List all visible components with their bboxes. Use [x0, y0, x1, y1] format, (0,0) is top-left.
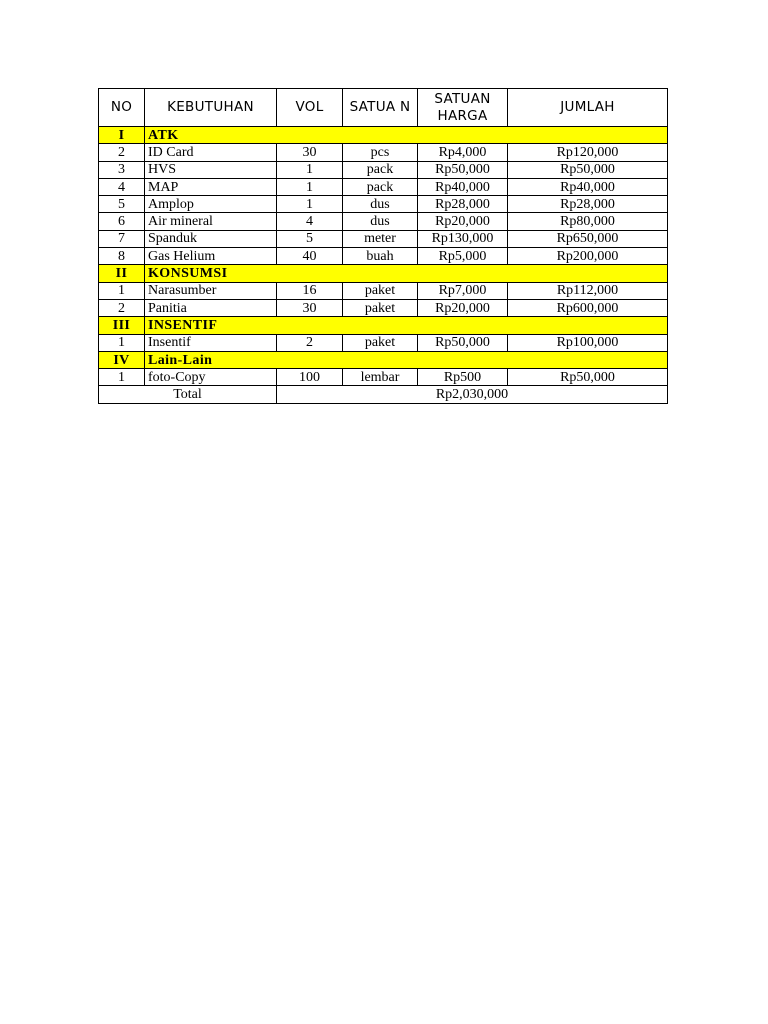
header-vol: VOL — [277, 89, 343, 127]
total-label: Total — [99, 386, 277, 403]
cell-no: 2 — [99, 299, 145, 316]
section-number: III — [99, 317, 145, 334]
section-title: ATK — [145, 127, 668, 144]
table-header — [99, 89, 668, 127]
table-row — [99, 334, 668, 351]
cell-unit: pack — [343, 178, 418, 195]
cell-total: Rp80,000 — [508, 213, 668, 230]
cell-price: Rp40,000 — [418, 178, 508, 195]
cell-vol: 1 — [277, 196, 343, 213]
cell-item: Gas Helium — [145, 248, 277, 265]
cell-vol: 5 — [277, 230, 343, 247]
cell-no: 1 — [99, 282, 145, 299]
cell-item: Insentif — [145, 334, 277, 351]
table-row — [99, 196, 668, 213]
header-jumlah: JUMLAH — [508, 89, 668, 127]
section-title: INSENTIF — [145, 317, 668, 334]
section-row — [99, 265, 668, 282]
table-row — [99, 248, 668, 265]
cell-price: Rp130,000 — [418, 230, 508, 247]
cell-item: Narasumber — [145, 282, 277, 299]
cell-total: Rp120,000 — [508, 144, 668, 161]
cell-total: Rp50,000 — [508, 369, 668, 386]
table-row — [99, 230, 668, 247]
section-row — [99, 127, 668, 144]
cell-unit: lembar — [343, 369, 418, 386]
table-row — [99, 299, 668, 316]
cell-vol: 1 — [277, 178, 343, 195]
cell-price: Rp4,000 — [418, 144, 508, 161]
cell-price: Rp20,000 — [418, 213, 508, 230]
cell-vol: 100 — [277, 369, 343, 386]
cell-unit: meter — [343, 230, 418, 247]
section-number: II — [99, 265, 145, 282]
cell-vol: 30 — [277, 299, 343, 316]
cell-item: Air mineral — [145, 213, 277, 230]
cell-item: ID Card — [145, 144, 277, 161]
cell-item: Panitia — [145, 299, 277, 316]
cell-unit: buah — [343, 248, 418, 265]
cell-price: Rp5,000 — [418, 248, 508, 265]
cell-total: Rp28,000 — [508, 196, 668, 213]
cell-no: 5 — [99, 196, 145, 213]
table-row — [99, 282, 668, 299]
cell-vol: 40 — [277, 248, 343, 265]
header-satuan-harga: SATUAN HARGA — [418, 89, 508, 127]
cell-price: Rp50,000 — [418, 334, 508, 351]
cell-unit: pack — [343, 161, 418, 178]
cell-vol: 16 — [277, 282, 343, 299]
section-title: Lain-Lain — [145, 351, 668, 368]
section-title: KONSUMSI — [145, 265, 668, 282]
header-row — [99, 89, 668, 127]
cell-unit: dus — [343, 196, 418, 213]
table-body — [99, 127, 668, 386]
cell-total: Rp50,000 — [508, 161, 668, 178]
table-row — [99, 178, 668, 195]
cell-vol: 4 — [277, 213, 343, 230]
cell-price: Rp500 — [418, 369, 508, 386]
cell-no: 1 — [99, 369, 145, 386]
cell-unit: pcs — [343, 144, 418, 161]
cell-item: Spanduk — [145, 230, 277, 247]
cell-total: Rp100,000 — [508, 334, 668, 351]
cell-unit: paket — [343, 299, 418, 316]
section-row — [99, 317, 668, 334]
cell-total: Rp112,000 — [508, 282, 668, 299]
cell-unit: dus — [343, 213, 418, 230]
cell-price: Rp28,000 — [418, 196, 508, 213]
cell-no: 1 — [99, 334, 145, 351]
total-row — [99, 386, 668, 403]
section-row — [99, 351, 668, 368]
table-row — [99, 213, 668, 230]
cell-total: Rp650,000 — [508, 230, 668, 247]
budget-table — [98, 88, 668, 404]
header-kebutuhan: KEBUTUHAN — [145, 89, 277, 127]
section-number: IV — [99, 351, 145, 368]
cell-no: 2 — [99, 144, 145, 161]
cell-no: 6 — [99, 213, 145, 230]
table-row — [99, 144, 668, 161]
cell-item: HVS — [145, 161, 277, 178]
table-row — [99, 161, 668, 178]
cell-vol: 1 — [277, 161, 343, 178]
cell-no: 4 — [99, 178, 145, 195]
table-footer — [99, 386, 668, 403]
cell-no: 8 — [99, 248, 145, 265]
header-no: NO — [99, 89, 145, 127]
header-satuan: SATUA N — [343, 89, 418, 127]
cell-no: 7 — [99, 230, 145, 247]
cell-item: MAP — [145, 178, 277, 195]
cell-no: 3 — [99, 161, 145, 178]
cell-price: Rp7,000 — [418, 282, 508, 299]
cell-price: Rp50,000 — [418, 161, 508, 178]
cell-vol: 30 — [277, 144, 343, 161]
cell-price: Rp20,000 — [418, 299, 508, 316]
cell-unit: paket — [343, 282, 418, 299]
cell-item: foto-Copy — [145, 369, 277, 386]
total-value: Rp2,030,000 — [277, 386, 668, 403]
table-row — [99, 369, 668, 386]
section-number: I — [99, 127, 145, 144]
cell-unit: paket — [343, 334, 418, 351]
cell-total: Rp200,000 — [508, 248, 668, 265]
cell-total: Rp600,000 — [508, 299, 668, 316]
cell-vol: 2 — [277, 334, 343, 351]
cell-total: Rp40,000 — [508, 178, 668, 195]
cell-item: Amplop — [145, 196, 277, 213]
